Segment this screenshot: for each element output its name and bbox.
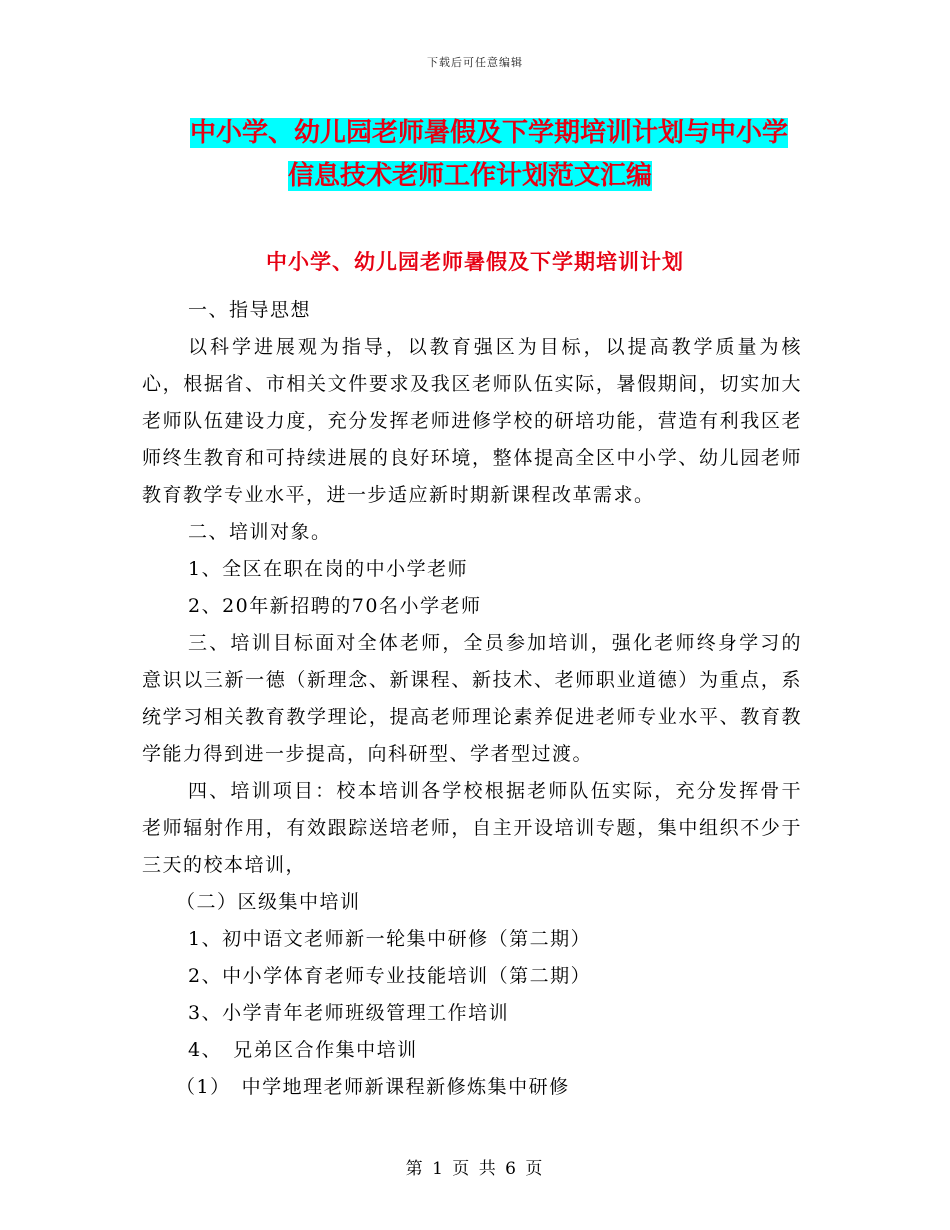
list-item-project-3: 3、小学青年老师班级管理工作培训 [188,1002,510,1024]
list-item-project-2: 2、中小学体育老师专业技能培训（第二期） [188,965,592,987]
paragraph-training-goal: 三、培训目标面对全体老师，全员参加培训，强化老师终身学习的意识以三新一德（新理念、新课程、新技术、老师职业道德）为重点，系统学习相关教育教学理论，提高老师理论素养促进老师专业水平、教育教学能力得到进一步提高，向科研型、学者型过渡。 [142,632,802,765]
heading-guiding-thought: 一、指导思想 [188,299,312,321]
paragraph-guiding-thought: 以科学进展观为指导，以教育强区为目标，以提高教学质量为核心，根据省、市相关文件要求及我区老师队伍实际，暑假期间，切实加大老师队伍建设力度，充分发挥老师进修学校的研培功能，营造有利我区老师终生教育和可持续进展的良好环境，整体提高全区中小学、幼儿园老师教育教学专业水平，进一步适应新时期新课程改革需求。 [142,336,802,506]
document-body [142,292,802,1106]
header-note: 下载后可任意编辑 [427,56,523,69]
list-item-project-1: 1、初中语文老师新一轮集中研修（第二期） [188,928,592,950]
heading-district-training: （二）区级集中培训 [176,891,361,913]
title-line-2 [288,155,788,198]
title-line-1-text: 中小学、幼儿园老师暑假及下学期培训计划与中小学 [190,118,789,148]
list-item-project-4: 4、 兄弟区合作集中培训 [188,1039,418,1061]
title-line-1 [190,112,788,155]
heading-training-target: 二、培训对象。 [188,521,332,543]
list-item-target-2: 2、20年新招聘的70名小学老师 [188,595,482,617]
list-item-target-1: 1、全区在职在岗的中小学老师 [188,558,469,580]
page-footer: 第 1 页 共 6 页 [405,1159,545,1179]
paragraph-training-project: 四、培训项目：校本培训各学校根据老师队伍实际，充分发挥骨干老师辐射作用，有效跟踪送培老师，自主开设培训专题，集中组织不少于三天的校本培训， [142,780,802,876]
document-title [190,112,788,198]
section-title: 中小学、幼儿园老师暑假及下学期培训计划 [266,250,684,274]
title-line-2-text: 信息技术老师工作计划范文汇编 [288,161,653,191]
list-item-subproject-1: （1） 中学地理老师新课程新修炼集中研修 [176,1076,570,1098]
